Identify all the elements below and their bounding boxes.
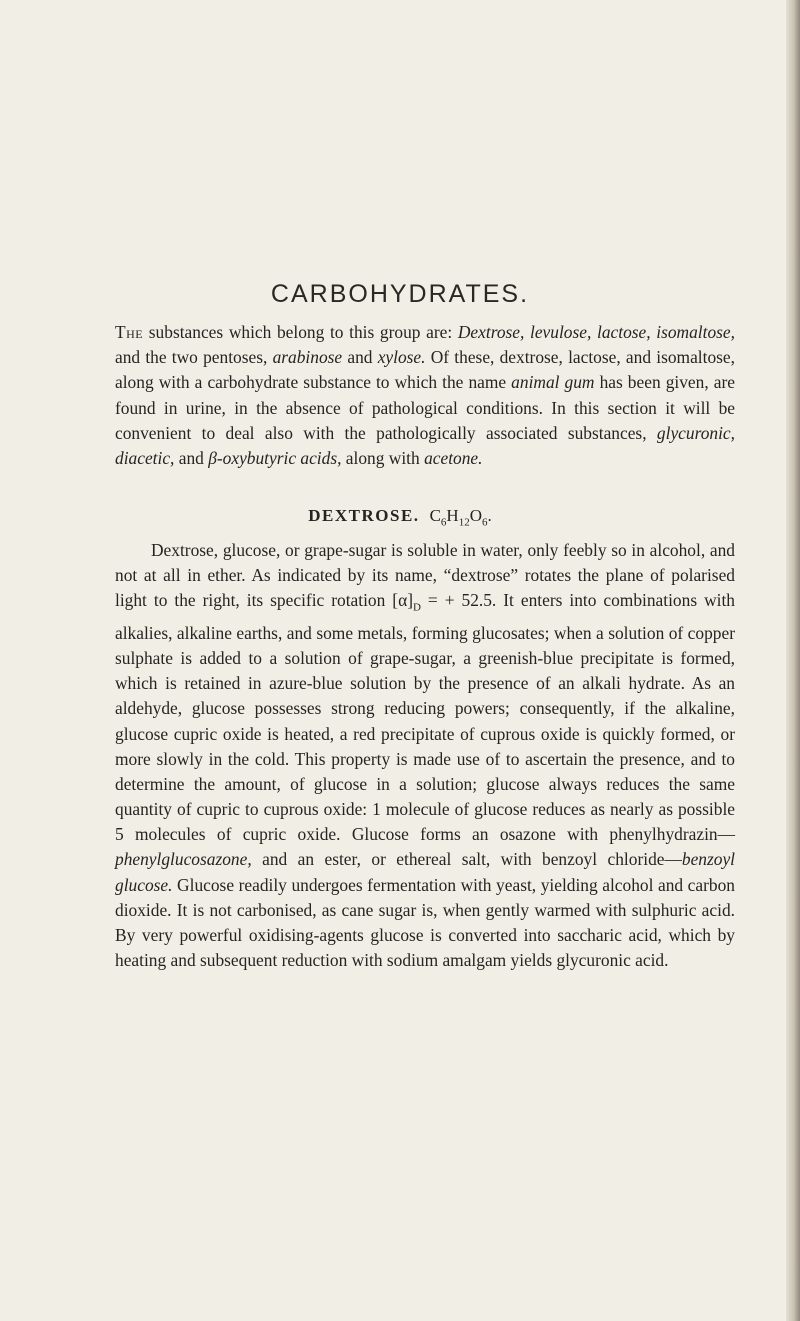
formula-carbon-count: 6 (440, 516, 447, 529)
intro-text-1: substances which belong to this group are: (143, 322, 458, 342)
intro-text-4: Of these, dextrose, lactose, and isomaltose, along with a carbohydrate substance to which the name (115, 347, 735, 393)
intro-italic-5: glycuronic, diacetic, (115, 422, 735, 469)
intro-paragraph (115, 320, 735, 471)
formula-carbon: C (429, 506, 441, 525)
formula-hydrogen: H (446, 506, 459, 525)
body-text-4: Glucose readily undergoes fermentation with yeast, yielding alcohol and carbon dioxide. It is not carbonised, as cane sugar is, when gently warmed with sulphuric acid. By very powerful oxidising-agents glucose is converted into saccharic acid, which by heating and subsequent reduction with sodium amalgam yields glycuronic acid. (115, 874, 735, 970)
rotation-symbol: [α] (392, 590, 413, 611)
intro-italic-4: animal gum (511, 372, 595, 393)
formula-oxygen-count: 6 (481, 516, 488, 529)
page-edge-shadow (786, 0, 800, 1321)
rotation-value: = + 52.5. (420, 590, 497, 611)
intro-text-2: and the two pentoses, (115, 347, 273, 368)
intro-text-3: and (342, 347, 378, 368)
intro-text-6: and (174, 448, 209, 469)
body-text-1: Dextrose, glucose, or grape-sugar is soluble in water, only feebly so in alcohol, and not at all in ether. As indicated by its name, “dextrose” rotates the plane of polarised light to the right, its specific rotation (115, 540, 735, 611)
section-heading (0, 506, 800, 528)
chemical-formula (429, 506, 492, 529)
intro-lead-word: The (115, 322, 144, 342)
intro-text-7: along with (341, 448, 425, 469)
dextrose-paragraph (115, 538, 735, 973)
body-italic-2: benzoyl glucose. (115, 849, 735, 895)
intro-italic-7: acetone. (424, 448, 483, 469)
body-italic-1: phenylglucosazone, (115, 849, 252, 870)
intro-italic-1: Dextrose, levulose, lactose, isomaltose, (457, 322, 735, 342)
intro-italic-6: β-oxybutyric acids, (208, 448, 342, 469)
intro-italic-2: arabinose (272, 347, 343, 368)
intro-text-5: has been given, are found in urine, in the absence of pathological conditions. In this section it will be convenient to deal also with the pathologically associated substances, (115, 372, 735, 443)
section-heading-label: DEXTROSE. (308, 506, 420, 525)
rotation-subscript: D (413, 601, 421, 614)
intro-italic-3: xylose. (377, 347, 426, 368)
specific-rotation (392, 590, 497, 614)
body-text-3: and an ester, or ethereal salt, with benzoyl chloride— (251, 849, 682, 870)
chapter-title: CARBOHYDRATES. (270, 280, 530, 308)
body-text-2: It enters into combinations with alkalies, alkaline earths, and some metals, forming glucosates; when a solution of copper sulphate is added to a solution of grape-sugar, a greenish-blue precipitate is formed, which is retained in azure-blue solution by the presence of an alkali hydrate. As an aldehyde, glucose possesses strong reducing powers; consequently, if the alkaline, glucose cupric oxide is heated, a red precipitate of cuprous oxide is quickly formed, or more slowly in the cold. This property is made use of to ascertain the presence, and to determine the amount, of glucose in a solution; glucose always reduces the same quantity of cupric to cuprous oxide: 1 molecule of glucose reduces as nearly as possible 5 molecules of cupric oxide. Glucose forms an osazone with phenylhydrazin— (115, 590, 735, 845)
formula-oxygen: O (469, 506, 482, 525)
formula-period: . (487, 506, 492, 525)
formula-hydrogen-count: 12 (458, 516, 470, 529)
